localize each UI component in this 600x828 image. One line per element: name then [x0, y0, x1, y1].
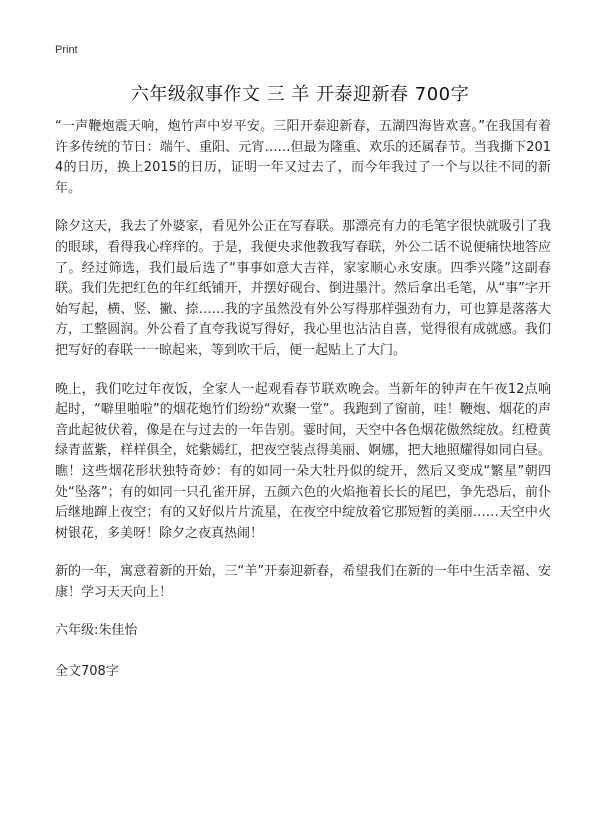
article-title: 六年级叙事作文 三 羊 开泰迎新春 700字: [130, 84, 470, 105]
word-count: 全文708字: [55, 664, 119, 680]
paragraph-intro: “一声鞭炮震天响，炮竹声中岁平安。三阳开泰迎新春，五湖四海皆欢喜。”在我国有着许多传统的节日：端午、重阳、元宵……但最为隆重、欢乐的还属春节。当我撕下2014的日历，换上2015的日历，证明一年又过去了，而今年我过了一个与以往不同的新年。: [55, 119, 551, 196]
author-line: 六年级:朱佳怡: [55, 623, 138, 639]
article-body: [55, 117, 551, 683]
paragraph-conclusion: 新的一年，寓意着新的开始，三“羊”开泰迎新春，希望我们在新的一年中生活幸福、安康！学习天天向上！: [55, 564, 551, 600]
paragraph-fireworks: 晚上，我们吃过年夜饭，全家人一起观看春节联欢晚会。当新年的钟声在午夜12点响起时，“噼里啪啦”的烟花炮竹们纷纷“欢聚一堂”。我跑到了窗前，哇！鞭炮、烟花的声音此起彼伏着，像是在与过去的一年告别。霎时间，天空中各色烟花傲然绽放。红橙黄绿青蓝紫，样样俱全，姹紫嫣红，把夜空装点得美丽、婀娜，把大地照耀得如同白昼。瞧！这些烟花形状独特奇妙：有的如同一朵大牡丹似的绽开，然后又变成“繁星”朝四处“坠落”；有的如同一只孔雀开屏，五颜六色的火焰拖着长长的尾巴，争先恐后，前仆后继地蹿上夜空；有的又好似片片流星，在夜空中绽放着它那短暂的美丽……天空中火树银花，多美呀！除夕之夜真热闹！: [55, 381, 551, 541]
paragraph-couplets: 除夕这天，我去了外婆家，看见外公正在写春联。那漂亮有力的毛笔字很快就吸引了我的眼球，看得我心痒痒的。于是，我便央求他教我写春联，外公二话不说便痛快地答应了。经过筛选，我们最后选了“事事如意大吉祥，家家顺心永安康。四季兴隆”这副春联。我们先把红色的年红纸铺开，并摆好砚台、倒进墨汁。然后拿出毛笔，从“事”字开始写起，横、竖、撇、捺……我的字虽然没有外公写得那样强劲有力，可也算是落落大方，工整圆润。外公看了直夸我说写得好，我心里也沾沾自喜，觉得很有成就感。我们把写好的春联一一晾起来，等到吹干后，便一起贴上了大门。: [55, 219, 551, 358]
print-link[interactable]: Print: [55, 44, 78, 56]
